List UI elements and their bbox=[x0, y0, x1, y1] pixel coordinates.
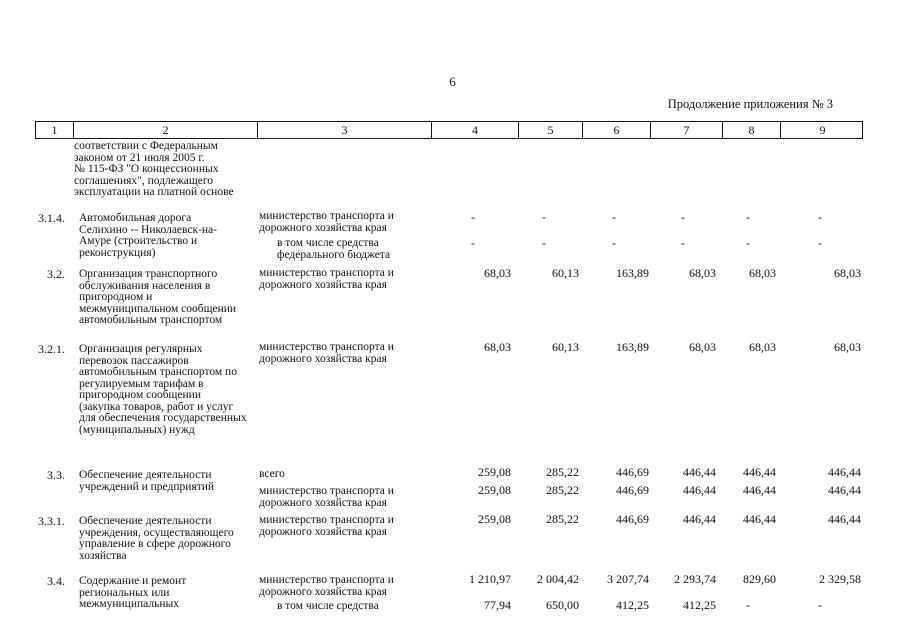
executor-3-2 bbox=[259, 268, 394, 291]
value-cell: - bbox=[746, 598, 750, 612]
name-line: региональных или bbox=[79, 586, 170, 599]
exec-line: министерство транспорта и bbox=[259, 267, 394, 279]
name-line: (муниципальных) нужд bbox=[79, 423, 195, 436]
executor-3-4-federal bbox=[277, 601, 379, 613]
name-line: соответствии с Федеральным bbox=[74, 140, 218, 152]
header-col-8: 8 bbox=[722, 122, 780, 138]
executor-3-1-4 bbox=[259, 211, 394, 234]
header-col-9: 9 bbox=[780, 122, 864, 138]
name-line: Селихино -- Николаевск-на- bbox=[79, 223, 218, 236]
value-cell: 285,22 bbox=[546, 512, 579, 526]
table-header bbox=[35, 121, 863, 139]
continuation-label: Продолжение приложения № 3 bbox=[667, 97, 833, 111]
value-cell: - bbox=[471, 210, 475, 224]
header-col-6: 6 bbox=[582, 122, 650, 138]
name-line: Обеспечение деятельности bbox=[79, 515, 212, 527]
value-cell: 68,03 bbox=[749, 266, 776, 280]
header-col-7: 7 bbox=[650, 122, 722, 138]
header-col-2: 2 bbox=[73, 122, 257, 138]
value-cell: 60,13 bbox=[552, 340, 579, 354]
value-cell: - bbox=[818, 598, 822, 612]
name-line: Амуре (строительство и bbox=[79, 235, 198, 247]
value-cell: - bbox=[542, 210, 546, 224]
value-cell: 163,89 bbox=[616, 340, 649, 354]
value-cell: 446,44 bbox=[828, 465, 861, 479]
value-cell: - bbox=[612, 236, 616, 250]
value-cell: 2 329,58 bbox=[819, 572, 861, 586]
executor-3-1-4-federal bbox=[277, 238, 390, 261]
name-line: учреждения, осуществляющего bbox=[79, 526, 234, 539]
name-line: для обеспечения государственных bbox=[79, 412, 247, 424]
name-line: пригородном и bbox=[79, 291, 153, 303]
executor-3-3-total: всего bbox=[259, 468, 285, 480]
header-col-1: 1 bbox=[51, 123, 58, 137]
row-continued-name bbox=[74, 141, 234, 199]
exec-line: министерство транспорта и bbox=[259, 574, 394, 586]
exec-line: дорожного хозяйства края bbox=[259, 221, 387, 234]
exec-line: министерство транспорта и bbox=[259, 514, 394, 526]
value-cell: 446,69 bbox=[616, 512, 649, 526]
value-cell: - bbox=[681, 210, 685, 224]
row-code-3-2: 3.2. bbox=[47, 267, 65, 281]
name-line: Содержание и ремонт bbox=[79, 575, 187, 587]
value-cell: 68,03 bbox=[689, 266, 716, 280]
exec-line: министерство транспорта и bbox=[259, 485, 394, 497]
row-name-3-4 bbox=[79, 576, 186, 611]
value-cell: 412,25 bbox=[616, 598, 649, 612]
value-cell: 2 293,74 bbox=[674, 572, 716, 586]
row-name-3-3-1 bbox=[79, 516, 234, 562]
value-cell: 68,03 bbox=[749, 340, 776, 354]
row-code-3-1-4: 3.1.4. bbox=[38, 211, 65, 225]
name-line: Организация транспортного bbox=[79, 268, 218, 280]
header-col-4: 4 bbox=[431, 122, 518, 138]
value-cell: 446,44 bbox=[683, 483, 716, 497]
exec-line: дорожного хозяйства края bbox=[259, 352, 387, 365]
value-cell: 285,22 bbox=[546, 483, 579, 497]
value-cell: 60,13 bbox=[552, 266, 579, 280]
value-cell: 3 207,74 bbox=[607, 572, 649, 586]
value-cell: 1 210,97 bbox=[469, 572, 511, 586]
row-code-3-3-1: 3.3.1. bbox=[38, 514, 65, 528]
value-cell: 68,03 bbox=[484, 266, 511, 280]
exec-line: федерального бюджета bbox=[277, 248, 391, 261]
value-cell: - bbox=[542, 236, 546, 250]
exec-line: министерство транспорта и bbox=[259, 341, 394, 353]
value-cell: 446,44 bbox=[683, 465, 716, 479]
value-cell: 412,25 bbox=[683, 598, 716, 612]
name-line: перевозок пассажиров bbox=[79, 354, 189, 367]
row-name-3-3 bbox=[79, 470, 214, 493]
page-number: 6 bbox=[449, 74, 456, 89]
name-line: пригородном сообщении bbox=[79, 389, 201, 401]
name-line: № 115-ФЗ "О концессионных bbox=[74, 163, 219, 175]
value-cell: 68,03 bbox=[484, 340, 511, 354]
value-cell: - bbox=[746, 236, 750, 250]
value-cell: - bbox=[818, 236, 822, 250]
name-line: Обеспечение деятельности bbox=[79, 469, 212, 481]
row-name-3-2 bbox=[79, 269, 236, 327]
value-cell: 650,00 bbox=[546, 598, 579, 612]
header-col-3: 3 bbox=[257, 122, 431, 138]
name-line: законом от 21 июля 2005 г. bbox=[74, 151, 205, 164]
exec-line: дорожного хозяйства края bbox=[259, 585, 387, 598]
exec-line: дорожного хозяйства края bbox=[259, 496, 387, 509]
name-line: учреждений и предприятий bbox=[79, 480, 215, 493]
value-cell: 446,44 bbox=[828, 483, 861, 497]
row-code-3-4: 3.4. bbox=[47, 574, 65, 588]
value-cell: 259,08 bbox=[478, 483, 511, 497]
name-line: автомобильным транспортом bbox=[79, 314, 223, 326]
name-line: Автомобильная дорога bbox=[79, 212, 192, 224]
name-line: обслуживания населения в bbox=[79, 279, 211, 292]
value-cell: 446,69 bbox=[616, 483, 649, 497]
name-line: межмуниципальных bbox=[79, 598, 179, 610]
value-cell: 163,89 bbox=[616, 266, 649, 280]
value-cell: 829,60 bbox=[743, 572, 776, 586]
name-line: автомобильным транспортом по bbox=[79, 366, 237, 378]
name-line: реконструкция) bbox=[79, 246, 156, 259]
value-cell: 259,08 bbox=[478, 465, 511, 479]
value-cell: 2 004,42 bbox=[537, 572, 579, 586]
value-cell: - bbox=[471, 236, 475, 250]
row-code-3-2-1: 3.2.1. bbox=[38, 342, 65, 356]
value-cell: - bbox=[681, 236, 685, 250]
value-cell: 259,08 bbox=[478, 512, 511, 526]
name-line: Организация регулярных bbox=[79, 343, 203, 355]
row-name-3-1-4 bbox=[79, 213, 217, 259]
name-line: хозяйства bbox=[79, 549, 127, 562]
value-cell: - bbox=[746, 210, 750, 224]
executor-3-3 bbox=[259, 486, 394, 509]
value-cell: - bbox=[818, 210, 822, 224]
header-col-5: 5 bbox=[518, 122, 582, 138]
value-cell: 68,03 bbox=[689, 340, 716, 354]
row-code-3-3: 3.3. bbox=[47, 468, 65, 482]
name-line: межмуниципальном сообщении bbox=[79, 302, 237, 315]
executor-3-2-1 bbox=[259, 342, 394, 365]
value-cell: 285,22 bbox=[546, 465, 579, 479]
exec-line: в том числе средства bbox=[277, 600, 379, 612]
exec-line: в том числе средства bbox=[277, 237, 379, 249]
value-cell: 68,03 bbox=[834, 340, 861, 354]
executor-3-3-1 bbox=[259, 515, 394, 538]
value-cell: 446,44 bbox=[743, 483, 776, 497]
name-line: управление в сфере дорожного bbox=[79, 538, 231, 550]
value-cell: 68,03 bbox=[834, 266, 861, 280]
executor-3-4 bbox=[259, 575, 394, 598]
name-line: (закупка товаров, работ и услуг bbox=[79, 400, 234, 413]
value-cell: 446,44 bbox=[743, 512, 776, 526]
value-cell: 446,44 bbox=[828, 512, 861, 526]
value-cell: - bbox=[612, 210, 616, 224]
exec-line: министерство транспорта и bbox=[259, 210, 394, 222]
value-cell: 446,44 bbox=[743, 465, 776, 479]
name-line: эксплуатации на платной основе bbox=[74, 186, 234, 198]
name-line: регулируемым тарифам в bbox=[79, 377, 204, 390]
value-cell: 446,44 bbox=[683, 512, 716, 526]
value-cell: 446,69 bbox=[616, 465, 649, 479]
exec-line: дорожного хозяйства края bbox=[259, 525, 387, 538]
row-name-3-2-1 bbox=[79, 344, 247, 436]
value-cell: 77,94 bbox=[484, 598, 511, 612]
name-line: соглашениях", подлежащего bbox=[74, 174, 214, 187]
exec-line: дорожного хозяйства края bbox=[259, 278, 387, 291]
